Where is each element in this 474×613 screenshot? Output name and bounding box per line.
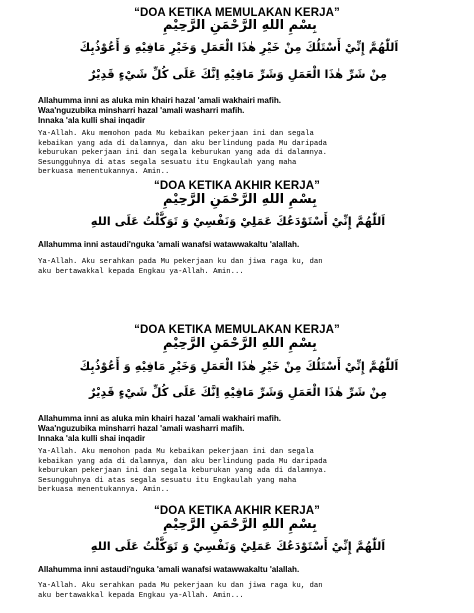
arabic-line: اَللّٰهُمَّ إِنِّيْ أَسْتَلُكَ مِنْ خَيْرِ هٰذَا الْعَمَلِ وَخَيْرِ مَافِيْهِ وَ أَعُوْذُبِكَ (79, 359, 399, 373)
transliteration-line: Allahumma inni as aluka min khairi hazal 'amali wakhairi mafih. (38, 96, 282, 105)
section-title: “DOA KETIKA AKHIR KERJA” (154, 505, 320, 517)
transliteration (38, 96, 438, 126)
section-title: “DOA KETIKA MEMULAKAN KERJA” (134, 7, 340, 19)
translation-line: berkuasa menentukannya. Amin.. (38, 486, 170, 495)
translation-line: berkuasa menentukannya. Amin.. (38, 168, 170, 177)
arabic-line: اَللّٰهُمَّ إِنِّيْ أَسْتَلُكَ مِنْ خَيْرِ هٰذَا الْعَمَلِ وَخَيْرِ مَافِيْهِ وَ أَعُوْذُبِكَ (79, 40, 399, 54)
translation (38, 130, 438, 178)
translation-line: kebaikan yang ada di dalamnya, dan aku berlindung pada Mu daripada (38, 457, 328, 466)
translation-line: Ya-Allah. Aku serahkan pada Mu pekerjaan ku dan jiwa raga ku, dan (38, 258, 323, 266)
translation-line: keburukan pekerjaan ini dan segala keburukan yang ada di dalamnya. (38, 149, 328, 158)
transliteration-line: Waa'nguzubika minsharri hazal 'amali washarri mafih. (38, 106, 245, 115)
basmalah: بِسْمِ اللهِ الرَّحْمَنِ الرَّحِيْمِ (163, 18, 317, 33)
translation-line: Ya-Allah. Aku memohon pada Mu kebaikan pekerjaan ini dan segala (38, 130, 314, 138)
basmalah: بِسْمِ اللهِ الرَّحْمَنِ الرَّحِيْمِ (163, 192, 317, 207)
translation-line: aku bertawakkal kepada Engkau ya-Allah. Amin... (38, 267, 244, 276)
translation-line: aku bertawakkal kepada Engkau ya-Allah. Amin... (38, 591, 244, 600)
translation-line: Sesungguhnya di atas segala sesuatu itu Engkaulah yang maha (38, 476, 297, 485)
translation (38, 582, 438, 601)
transliteration-line: Allahumma inni astaudi'nguka 'amali wanafsi watawwakaltu 'alallah. (38, 565, 300, 574)
translation (38, 258, 438, 277)
transliteration-line: Allahumma inni as aluka min khairi hazal 'amali wakhairi mafih. (38, 414, 282, 423)
transliteration-line: Allahumma inni astaudi'nguka 'amali wanafsi watawwakaltu 'alallah. (38, 240, 300, 249)
translation-line: keburukan pekerjaan ini dan segala keburukan yang ada di dalamnya. (38, 467, 328, 476)
translation-line: kebaikan yang ada di dalamnya, dan aku berlindung pada Mu daripada (38, 139, 328, 148)
transliteration (38, 414, 438, 444)
translation-line: Ya-Allah. Aku memohon pada Mu kebaikan pekerjaan ini dan segala (38, 448, 314, 456)
transliteration-line: Waa'nguzubika minsharri hazal 'amali washarri mafih. (38, 424, 245, 433)
arabic-line: مِنْ شَرِّ هٰذَا الْعَمَلِ وَشَرِّ مَافِيْهِ اِنَّكَ عَلَى كُلِّ شَيْءٍ قَدِيْرٌ (88, 67, 388, 81)
translation-line: Sesungguhnya di atas segala sesuatu itu Engkaulah yang maha (38, 158, 297, 167)
basmalah: بِسْمِ اللهِ الرَّحْمَنِ الرَّحِيْمِ (163, 517, 317, 532)
section-title: “DOA KETIKA MEMULAKAN KERJA” (134, 324, 340, 336)
transliteration (38, 240, 438, 250)
arabic-line: اَللّٰهُمَّ إِنِّيْ أَسْتَوْدَعُكَ عَمَلِيْ وَنَفْسِيْ وَ تَوَكَّلْتُ عَلَى اللهِ (90, 214, 386, 228)
section-title: “DOA KETIKA AKHIR KERJA” (154, 180, 320, 192)
arabic-line: اَللّٰهُمَّ إِنِّيْ أَسْتَوْدَعُكَ عَمَلِيْ وَنَفْسِيْ وَ تَوَكَّلْتُ عَلَى اللهِ (90, 539, 386, 553)
arabic-line: مِنْ شَرِّ هٰذَا الْعَمَلِ وَشَرِّ مَافِيْهِ اِنَّكَ عَلَى كُلِّ شَيْءٍ قَدِيْرٌ (88, 385, 388, 399)
basmalah: بِسْمِ اللهِ الرَّحْمَنِ الرَّحِيْمِ (163, 336, 317, 351)
translation (38, 448, 438, 496)
transliteration (38, 565, 438, 575)
transliteration-line: Innaka 'ala kulli shai inqadir (38, 116, 146, 125)
translation-line: Ya-Allah. Aku serahkan pada Mu pekerjaan ku dan jiwa raga ku, dan (38, 582, 323, 590)
transliteration-line: Innaka 'ala kulli shai inqadir (38, 434, 146, 443)
